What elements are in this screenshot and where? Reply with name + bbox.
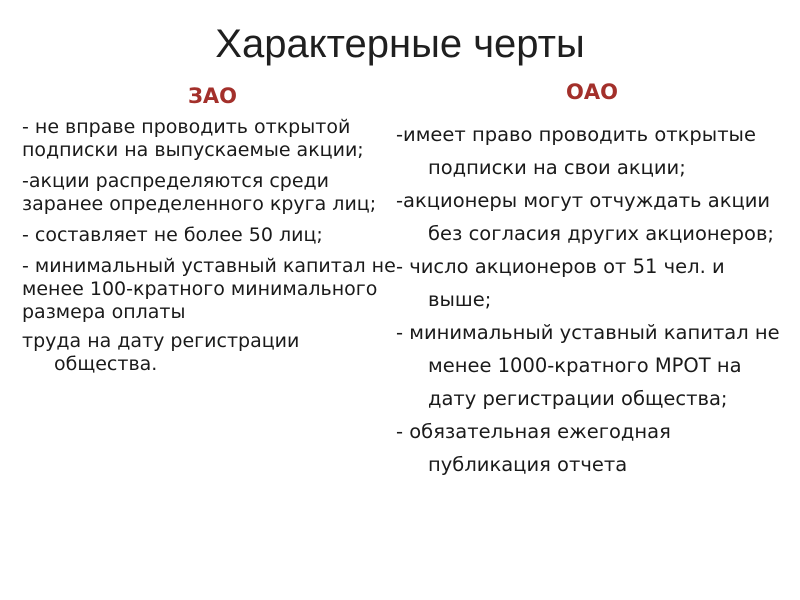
oao-feature-item: -акционеры могут отчуждать акции без согласия других акционеров; xyxy=(396,189,775,245)
zao-feature-item: - не вправе проводить открытой подписки на выпускаемые акции; xyxy=(22,116,364,161)
zao-feature-item: - составляет не более 50 лиц; xyxy=(22,224,323,246)
oao-feature-item: - минимальный уставный капитал не менее 1000-кратного МРОТ на дату регистрации общества; xyxy=(396,321,780,410)
oao-feature-item: -имеет право проводить открытые подписки на свои акции; xyxy=(396,123,756,179)
zao-heading: ЗАО xyxy=(188,84,238,108)
zao-features-list xyxy=(22,116,402,384)
oao-heading: ОАО xyxy=(566,80,618,104)
oao-feature-item: - обязательная ежегодная публикация отчета xyxy=(396,420,671,476)
oao-features-list xyxy=(396,118,794,481)
zao-feature-item: труда на дату регистрации общества. xyxy=(22,330,300,375)
zao-feature-item: -акции распределяются среди заранее определенного круга лиц; xyxy=(22,170,377,215)
page-title: Характерные черты xyxy=(215,22,585,66)
zao-feature-item: - минимальный уставный капитал не менее 100-кратного минимального размера оплаты xyxy=(22,255,396,323)
oao-feature-item: - число акционеров от 51 чел. и выше; xyxy=(396,255,725,311)
